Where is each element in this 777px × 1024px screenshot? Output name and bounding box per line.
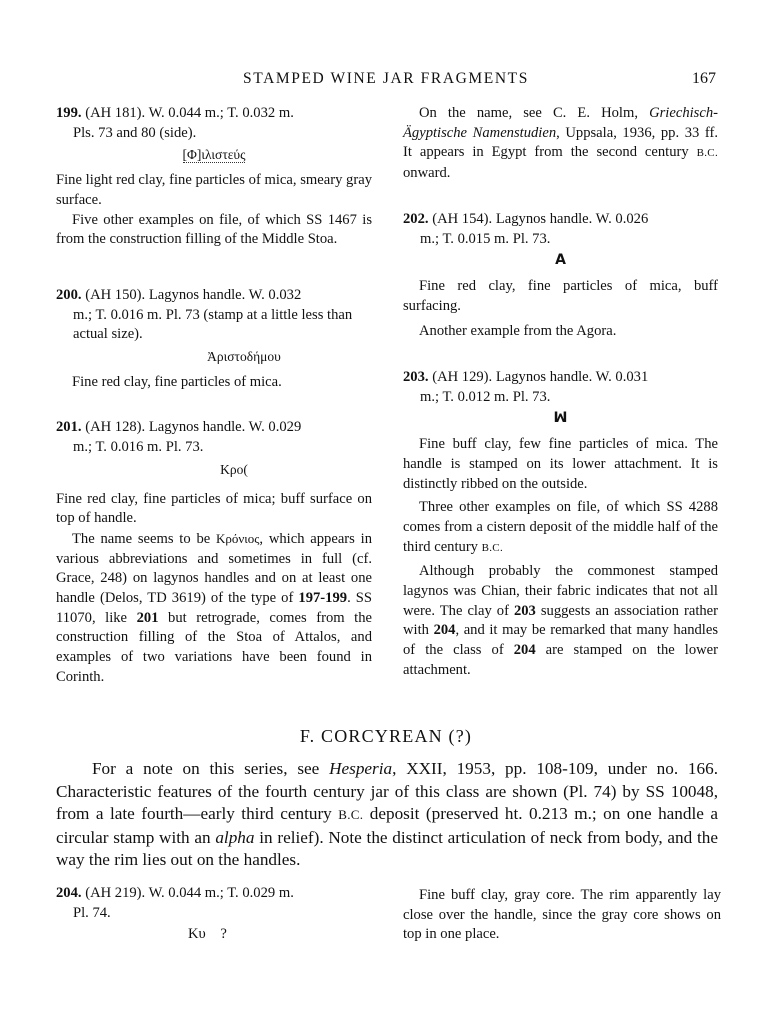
entry-199-description: Fine light red clay, fine particles of mica, smeary gray surface.	[56, 172, 372, 208]
entry-203-note-a: Three other examples on file, of which SS 4288 comes from a cistern deposit of the middle half of the third century	[403, 499, 718, 555]
entry-199-stamp-text: [Φ]ιλιστεύς	[182, 147, 246, 163]
entry-204-number: 204.	[56, 885, 82, 901]
entry-200-line2: m.; T. 0.016 m. Pl. 73 (stamp at a little less than actual size).	[73, 306, 353, 343]
entry-200-stamp: Ἀριστοδήμου	[207, 349, 281, 365]
entry-203-disc-c: , and it may be remarked that many handles of the class of	[403, 622, 719, 659]
entry-203-disc-d: are stamped on the lower attachment.	[403, 642, 718, 678]
entry-200-description: Fine red clay, fine particles of mica.	[72, 373, 282, 390]
right-column	[403, 104, 718, 681]
entry-201-number: 201.	[56, 419, 82, 436]
entry-201-note-d: but retrograde, comes from the construction filling of the Stoa of Attalos, and examples of two variations have been found in Corinth.	[56, 609, 372, 685]
page-header	[56, 70, 716, 92]
name-note	[403, 104, 718, 184]
entry-204	[56, 884, 372, 945]
entry-202-line2: m.; T. 0.015 m. Pl. 73.	[420, 230, 551, 247]
running-title: STAMPED WINE JAR FRAGMENTS	[243, 70, 529, 87]
intro-journal: Hesperia	[329, 759, 393, 778]
entry-201-line2: m.; T. 0.016 m. Pl. 73.	[73, 439, 204, 456]
entry-201-ref-197-199: 197-199	[298, 590, 348, 607]
intro-a: For a note on this series, see	[92, 759, 330, 778]
name-note-b: , Uppsala, 1936, pp. 33 ff. It appears in Egypt from the second century	[403, 124, 718, 161]
entry-199-stamp	[56, 145, 372, 165]
section-intro-paragraph	[56, 758, 718, 872]
entry-199	[56, 104, 372, 250]
intro-d: in relief). Note the distinct articulation of neck from body, and the way the rim lies out on the handles.	[56, 827, 718, 869]
entry-199-number: 199.	[56, 105, 82, 121]
entry-199-line1: (AH 181). W. 0.044 m.; T. 0.032 m.	[85, 105, 294, 121]
entry-204-heading	[56, 884, 372, 923]
entry-202-description: Fine red clay, fine particles of mica, buff surfacing.	[403, 277, 718, 314]
entry-200	[56, 286, 372, 393]
entry-203-ref-204a: 204	[433, 622, 456, 639]
entry-201-description: Fine red clay, fine particles of mica; buff surface on top of handle.	[56, 490, 372, 527]
entry-199-line2: Pls. 73 and 80 (side).	[73, 124, 197, 141]
entry-204-line1: (AH 219). W. 0.044 m.; T. 0.029 m.	[85, 885, 294, 901]
entry-203	[403, 368, 718, 681]
entry-200-heading	[56, 286, 372, 345]
entry-203-disc-a: Although probably the commonest stamped lagynos was Chian, their fabric indicates that not all were. The clay of	[403, 563, 718, 619]
entry-203-heading	[403, 368, 718, 407]
entry-199-heading	[56, 104, 372, 143]
entry-202	[403, 210, 718, 342]
entry-203-disc-b: suggests an association rather with	[403, 602, 719, 639]
entry-202-heading	[403, 210, 718, 249]
name-note-c: onward.	[403, 165, 451, 182]
entry-201-note-a: The name seems to be	[72, 530, 216, 547]
entry-201-ref-201: 201	[136, 609, 159, 626]
entry-199-note: Five other examples on file, of which SS 1467 is from the construction filling of the Middle Stoa.	[56, 211, 372, 248]
entry-202-note: Another example from the Agora.	[419, 323, 617, 340]
intro-bc: B.C.	[338, 807, 364, 822]
name-note-title: Griechisch-Ägyptische Namenstudien	[403, 105, 718, 141]
entry-203-description: Fine buff clay, few fine particles of mica. The handle is stamped on its lower attachment. It is distinctly ribbed on the outside.	[403, 436, 718, 492]
entry-203-line1: (AH 129). Lagynos handle. W. 0.031	[432, 369, 649, 386]
entry-202-line1: (AH 154). Lagynos handle. W. 0.026	[432, 210, 649, 227]
entry-203-note-bc: B.C.	[481, 541, 503, 554]
entry-203-discussion	[403, 562, 718, 680]
entry-203-ref-204b: 204	[513, 642, 536, 659]
page-number: 167	[692, 70, 716, 87]
entry-203-note	[403, 498, 718, 558]
intro-b: , XXII, 1953, pp. 108-109, under no. 166. Characteristic features of the fourth century jar of this class are shown (Pl. 74) by SS 10048, from a late fourth—early third century	[56, 759, 718, 823]
entry-201-stamp: Κρο(	[220, 461, 248, 477]
entry-201	[56, 418, 372, 687]
entry-202-stamp: A	[555, 252, 566, 269]
entry-201-note-c: . SS 11070, like	[56, 590, 372, 626]
entry-201-note-b: , which appears in various abbreviations and sometimes in full (cf. Grace, 248) on lagynos handles and on at least one handle (Delos, TD 3619) of the type of	[56, 530, 372, 607]
intro-c: deposit (preserved ht. 0.213 m.; on one handle a circular stamp with an	[56, 804, 718, 847]
entry-201-note-name: Κρόνιος	[216, 530, 260, 546]
name-note-a: On the name, see C. E. Holm,	[419, 105, 650, 121]
section-title: F. CORCYREAN (?)	[299, 726, 473, 746]
entry-200-line1: (AH 150). Lagynos handle. W. 0.032	[85, 286, 302, 303]
entry-204-description-column	[403, 886, 721, 945]
entry-204-description: Fine buff clay, gray core. The rim apparently lay close over the handle, since the gray core shows on top in one place.	[403, 887, 721, 943]
entry-201-line1: (AH 128). Lagynos handle. W. 0.029	[85, 419, 302, 436]
entry-203-ref-203: 203	[513, 602, 536, 619]
entry-204-stamp: Κυ ?	[188, 926, 227, 943]
entry-203-stamp: ꟽ	[553, 410, 568, 427]
section-intro	[56, 758, 718, 872]
left-column	[56, 104, 372, 688]
entry-201-heading	[56, 418, 372, 457]
entry-200-number: 200.	[56, 286, 82, 303]
entry-203-number: 203.	[403, 369, 429, 386]
intro-alpha: alpha	[215, 827, 255, 847]
entry-201-note	[56, 529, 372, 688]
name-note-bc: B.C.	[696, 147, 718, 160]
entry-204-line2: Pl. 74.	[73, 904, 111, 921]
entry-202-number: 202.	[403, 210, 429, 227]
entry-203-line2: m.; T. 0.012 m. Pl. 73.	[420, 388, 551, 405]
